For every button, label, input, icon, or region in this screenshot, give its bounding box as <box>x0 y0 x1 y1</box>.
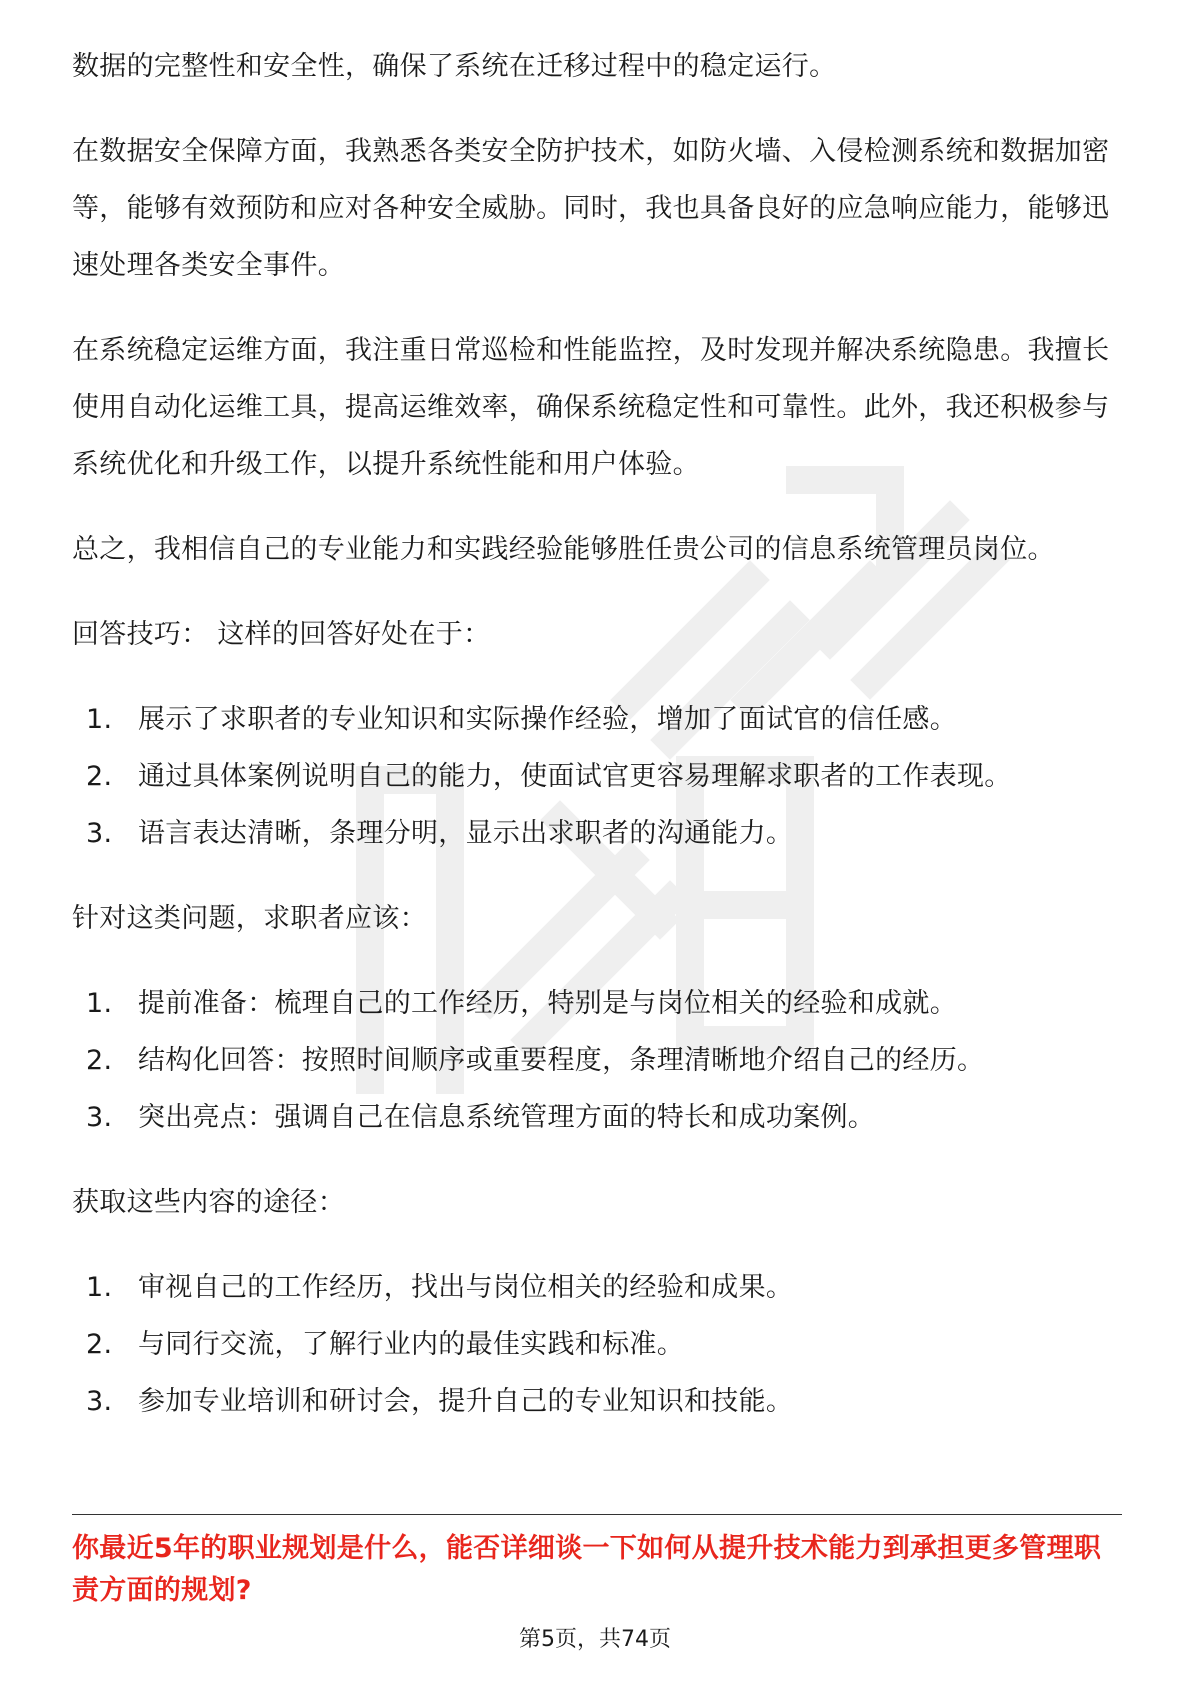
list-item <box>72 1316 1122 1373</box>
sources-list <box>72 1259 1122 1430</box>
advice-list <box>72 975 1122 1146</box>
list-item <box>72 1032 1122 1089</box>
list-text: 结构化回答：按照时间顺序或重要程度，条理清晰地介绍自己的经历。 <box>138 1045 985 1076</box>
list-text: 语言表达清晰，条理分明，显示出求职者的沟通能力。 <box>138 818 794 849</box>
list-item <box>72 748 1122 805</box>
list-text: 提前准备：梳理自己的工作经历，特别是与岗位相关的经验和成就。 <box>138 988 957 1019</box>
document-body <box>72 38 1122 1458</box>
list-number: 3. <box>86 818 113 849</box>
tips-heading: 回答技巧： 这样的回答好处在于： <box>72 619 491 650</box>
list-text: 通过具体案例说明自己的能力，使面试官更容易理解求职者的工作表现。 <box>138 761 1012 792</box>
list-text: 展示了求职者的专业知识和实际操作经验，增加了面试官的信任感。 <box>138 704 957 735</box>
list-item <box>72 805 1122 862</box>
list-number: 2. <box>86 761 113 792</box>
sources-heading: 获取这些内容的途径： <box>72 1187 345 1218</box>
list-item <box>72 1089 1122 1146</box>
page-number: 第5页，共74页 <box>519 1627 671 1652</box>
list-text: 突出亮点：强调自己在信息系统管理方面的特长和成功案例。 <box>138 1102 876 1133</box>
list-text: 审视自己的工作经历，找出与岗位相关的经验和成果。 <box>138 1272 794 1303</box>
next-question-title: 你最近5年的职业规划是什么，能否详细谈一下如何从提升技术能力到承担更多管理职责方面的规划? <box>72 1533 1102 1606</box>
list-number: 1. <box>86 988 113 1019</box>
list-number: 3. <box>86 1386 113 1417</box>
list-number: 1. <box>86 1272 113 1303</box>
list-number: 2. <box>86 1329 113 1360</box>
list-text: 与同行交流，了解行业内的最佳实践和标准。 <box>138 1329 684 1360</box>
list-item <box>72 1373 1122 1430</box>
list-text: 参加专业培训和研讨会，提升自己的专业知识和技能。 <box>138 1386 794 1417</box>
paragraph: 在数据安全保障方面，我熟悉各类安全防护技术，如防火墙、入侵检测系统和数据加密等，能够有效预防和应对各种安全威胁。同时，我也具备良好的应急响应能力，能够迅速处理各类安全事件。 <box>72 136 1110 281</box>
paragraph: 总之，我相信自己的专业能力和实践经验能够胜任贵公司的信息系统管理员岗位。 <box>72 534 1055 565</box>
paragraph: 数据的完整性和安全性，确保了系统在迁移过程中的稳定运行。 <box>72 51 837 82</box>
list-number: 3. <box>86 1102 113 1133</box>
list-item <box>72 691 1122 748</box>
advice-heading: 针对这类问题，求职者应该： <box>72 903 427 934</box>
paragraph: 在系统稳定运维方面，我注重日常巡检和性能监控，及时发现并解决系统隐患。我擅长使用自动化运维工具，提高运维效率，确保系统稳定性和可靠性。此外，我还积极参与系统优化和升级工作，以提升系统性能和用户体验。 <box>72 335 1110 480</box>
list-item <box>72 975 1122 1032</box>
list-number: 1. <box>86 704 113 735</box>
section-divider <box>72 1514 1122 1515</box>
list-item <box>72 1259 1122 1316</box>
list-number: 2. <box>86 1045 113 1076</box>
tips-list <box>72 691 1122 862</box>
